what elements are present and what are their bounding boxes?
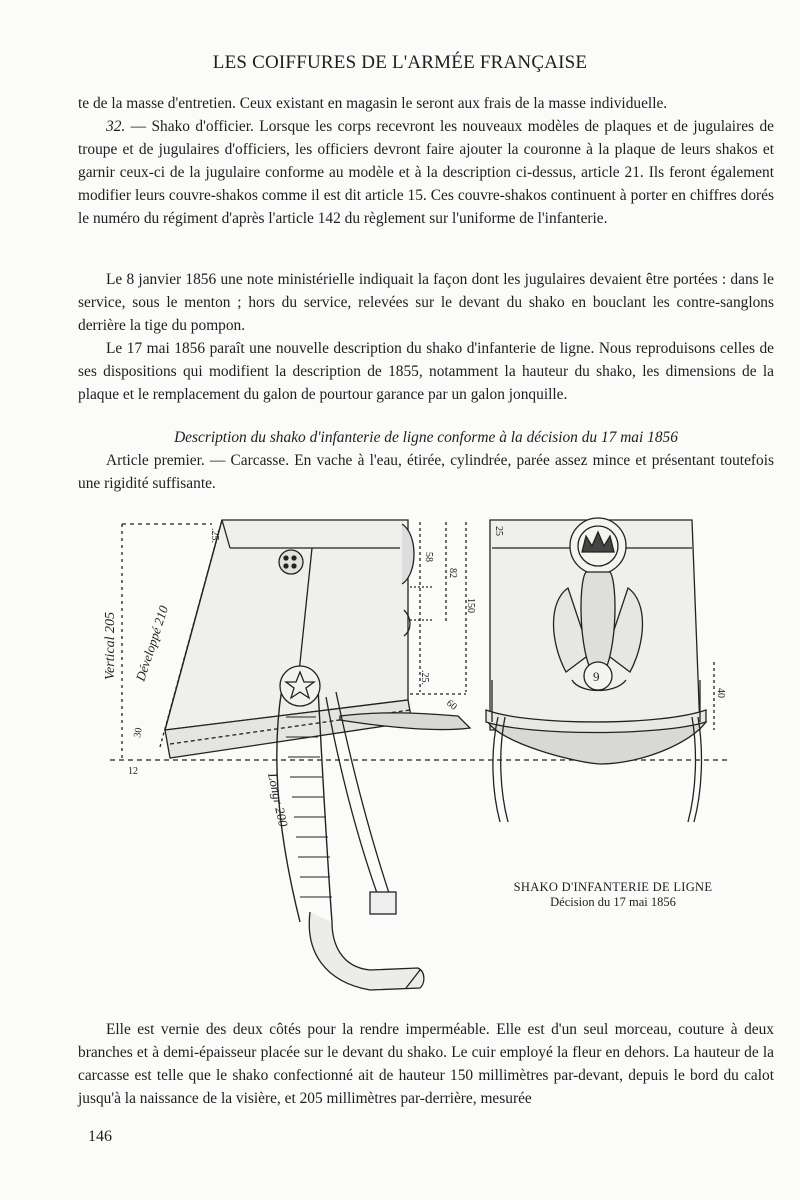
article-number: 32. [106, 118, 126, 135]
label-dim-60: 60 [444, 697, 459, 713]
paragraph-continuation: te de la masse d'entretien. Ceux existant en magasin le seront aux frais de la masse individuelle. [78, 95, 668, 112]
paragraph-article-32 [78, 115, 774, 230]
plate-number: 9 [593, 669, 600, 684]
text-block-top [78, 92, 774, 230]
label-dim-82: 82 [447, 568, 458, 578]
label-dim-150: 150 [465, 598, 476, 613]
label-dim-25-side: .25. [419, 670, 430, 685]
label-longueur: Longr 200 [265, 771, 292, 828]
figure-caption [488, 880, 738, 910]
label-developpe: Développé 210 [132, 603, 172, 683]
section-title: Description du shako d'infanterie de ligne conforme à la décision du 17 mai 1856 [174, 429, 678, 446]
caption-title: SHAKO D'INFANTERIE DE LIGNE [513, 880, 713, 894]
text-block-middle [78, 268, 774, 406]
label-dim-25-front: 25 [493, 526, 504, 536]
text-block-bottom [78, 1018, 774, 1110]
shako-illustration [100, 512, 740, 1002]
paragraph-17-mai: Le 17 mai 1856 paraît une nouvelle description du shako d'infanterie de ligne. Nous reproduisons celles de ses dispositions qui modifient la description de 1855, notamment la hauteur du shako, les dimensions de la plaque et le remplacement du galon de pourtour garance par un galon jonquille. [78, 340, 774, 403]
article-32-text: — Shako d'officier. Lorsque les corps recevront les nouveaux modèles de plaques et de jugulaires de troupe et de jugulaires d'officiers, les officiers devront faire ajouter la couronne à la plaque de leurs shakos et garnir ceux-ci de la jugulaire conforme au modèle et à la description ci-dessus, article 21. Ils feront également modifier leurs couvre-shakos comme il est dit article 15. Ces couvre-shakos continuent à porter en chiffres dorés le numéro du régiment d'après l'article 142 du règlement sur l'uniforme de l'infanterie. [78, 118, 774, 227]
label-dim-40: 40 [715, 688, 726, 698]
caption-subtitle: Décision du 17 mai 1856 [550, 895, 676, 909]
label-vertical: Vertical 205 [103, 611, 118, 680]
running-header: LES COIFFURES DE L'ARMÉE FRANÇAISE [212, 52, 588, 73]
paragraph-vernie: Elle est vernie des deux côtés pour la rendre imperméable. Elle est d'un seul morceau, couture à deux branches et à demi-épaisseur placée sur le devant du shako. Le cuir employé la fleur en dehors. La hauteur de la carcasse est telle que le shako confectionné ait de hauteur 150 millimètres par-devant, depuis le bord du calot jusqu'à la naissance de la visière, et 205 millimètres par-derrière, mesurée [78, 1021, 774, 1107]
label-dim-25-top: .25. [209, 528, 220, 543]
page-number: 146 [88, 1128, 112, 1145]
paragraph-8-janvier: Le 8 janvier 1856 une note ministérielle indiquait la façon dont les jugulaires devaient être portées : dans le service, sous le menton ; hors du service, relevées sur le devant du shako en bouclant les contre-sanglons derrière la tige du pompon. [78, 271, 774, 334]
paragraph-article-premier: Article premier. — Carcasse. En vache à l'eau, étirée, cylindrée, parée assez mince et présentant toutefois une rigidité suffisante. [78, 452, 774, 492]
label-dim-58: 58 [423, 552, 434, 562]
text-block-description [78, 426, 774, 495]
label-dim-12: 12 [128, 766, 138, 777]
label-dim-30: 30 [132, 726, 145, 739]
